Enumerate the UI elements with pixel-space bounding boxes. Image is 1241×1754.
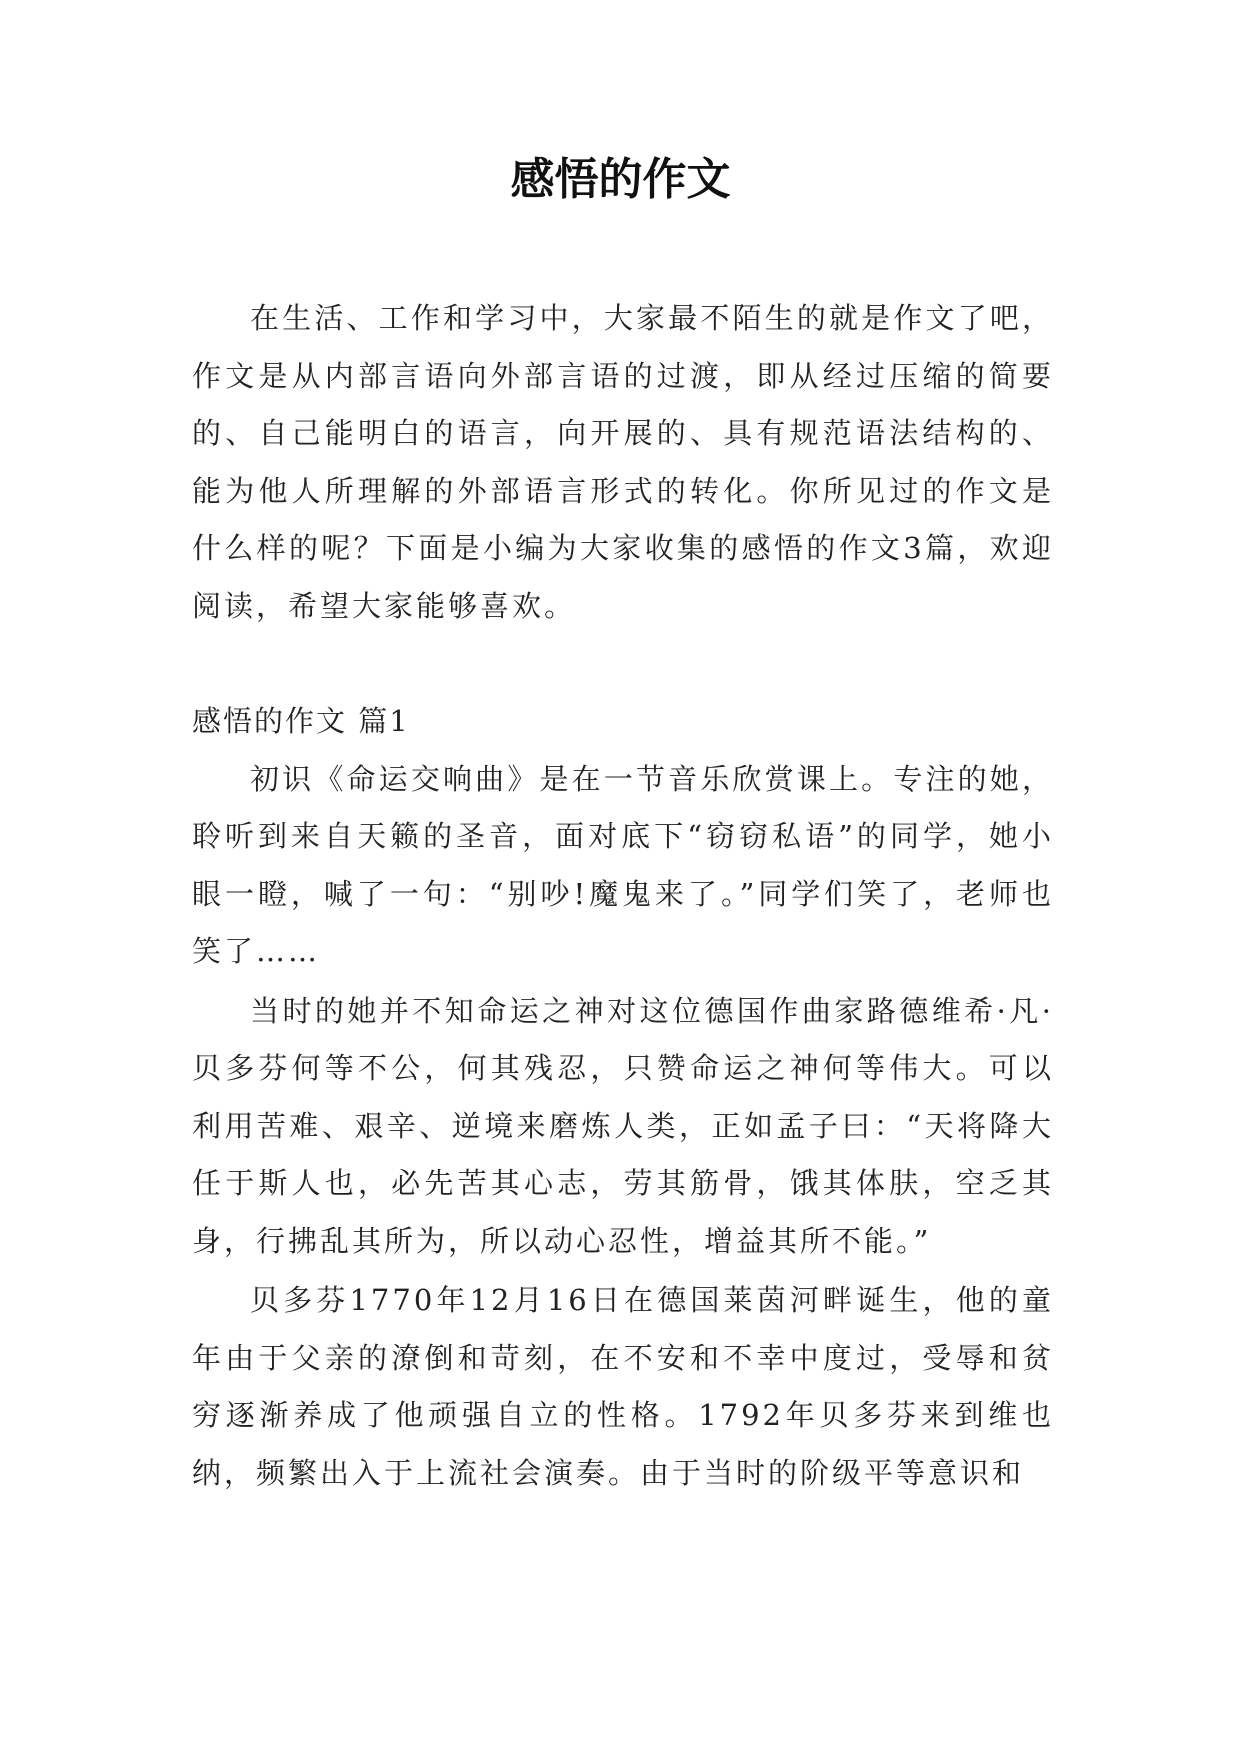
intro-section bbox=[192, 290, 1054, 635]
article-paragraph: 贝多芬1770年12月16日在德国莱茵河畔诞生，他的童年由于父亲的潦倒和苛刻，在不安和不幸中度过，受辱和贫穷逐渐养成了他顽强自立的性格。1792年贝多芬来到维也纳，频繁出入于上流社会演奏。由于当时的阶级平等意识和 bbox=[192, 1283, 1054, 1490]
intro-paragraph: 在生活、工作和学习中，大家最不陌生的就是作文了吧，作文是从内部言语向外部言语的过渡，即从经过压缩的简要的、自己能明白的语言，向开展的、具有规范语法结构的、能为他人所理解的外部语言形式的转化。你所见过的作文是什么样的呢？下面是小编为大家收集的感悟的作文3篇，欢迎阅读，希望大家能够喜欢。 bbox=[192, 301, 1054, 623]
article-paragraph: 初识《命运交响曲》是在一节音乐欣赏课上。专注的她，聆听到来自天籁的圣音，面对底下“窃窃私语”的同学，她小眼一瞪，喊了一句：“别吵!魔鬼来了。”同学们笑了，老师也笑了…… bbox=[192, 761, 1054, 968]
article-heading: 感悟的作文 篇1 bbox=[192, 704, 410, 738]
document-title: 感悟的作文 bbox=[510, 154, 731, 205]
article-section bbox=[192, 693, 1054, 1502]
article-paragraph: 当时的她并不知命运之神对这位德国作曲家路德维希·凡·贝多芬何等不公，何其残忍，只赞命运之神何等伟大。可以利用苦难、艰辛、逆境来磨炼人类，正如孟子曰：“天将降大任于斯人也，必先苦其心志，劳其筋骨，饿其体肤，空乏其身，行拂乱其所为，所以动心忍性，增益其所不能。” bbox=[192, 993, 1054, 1258]
